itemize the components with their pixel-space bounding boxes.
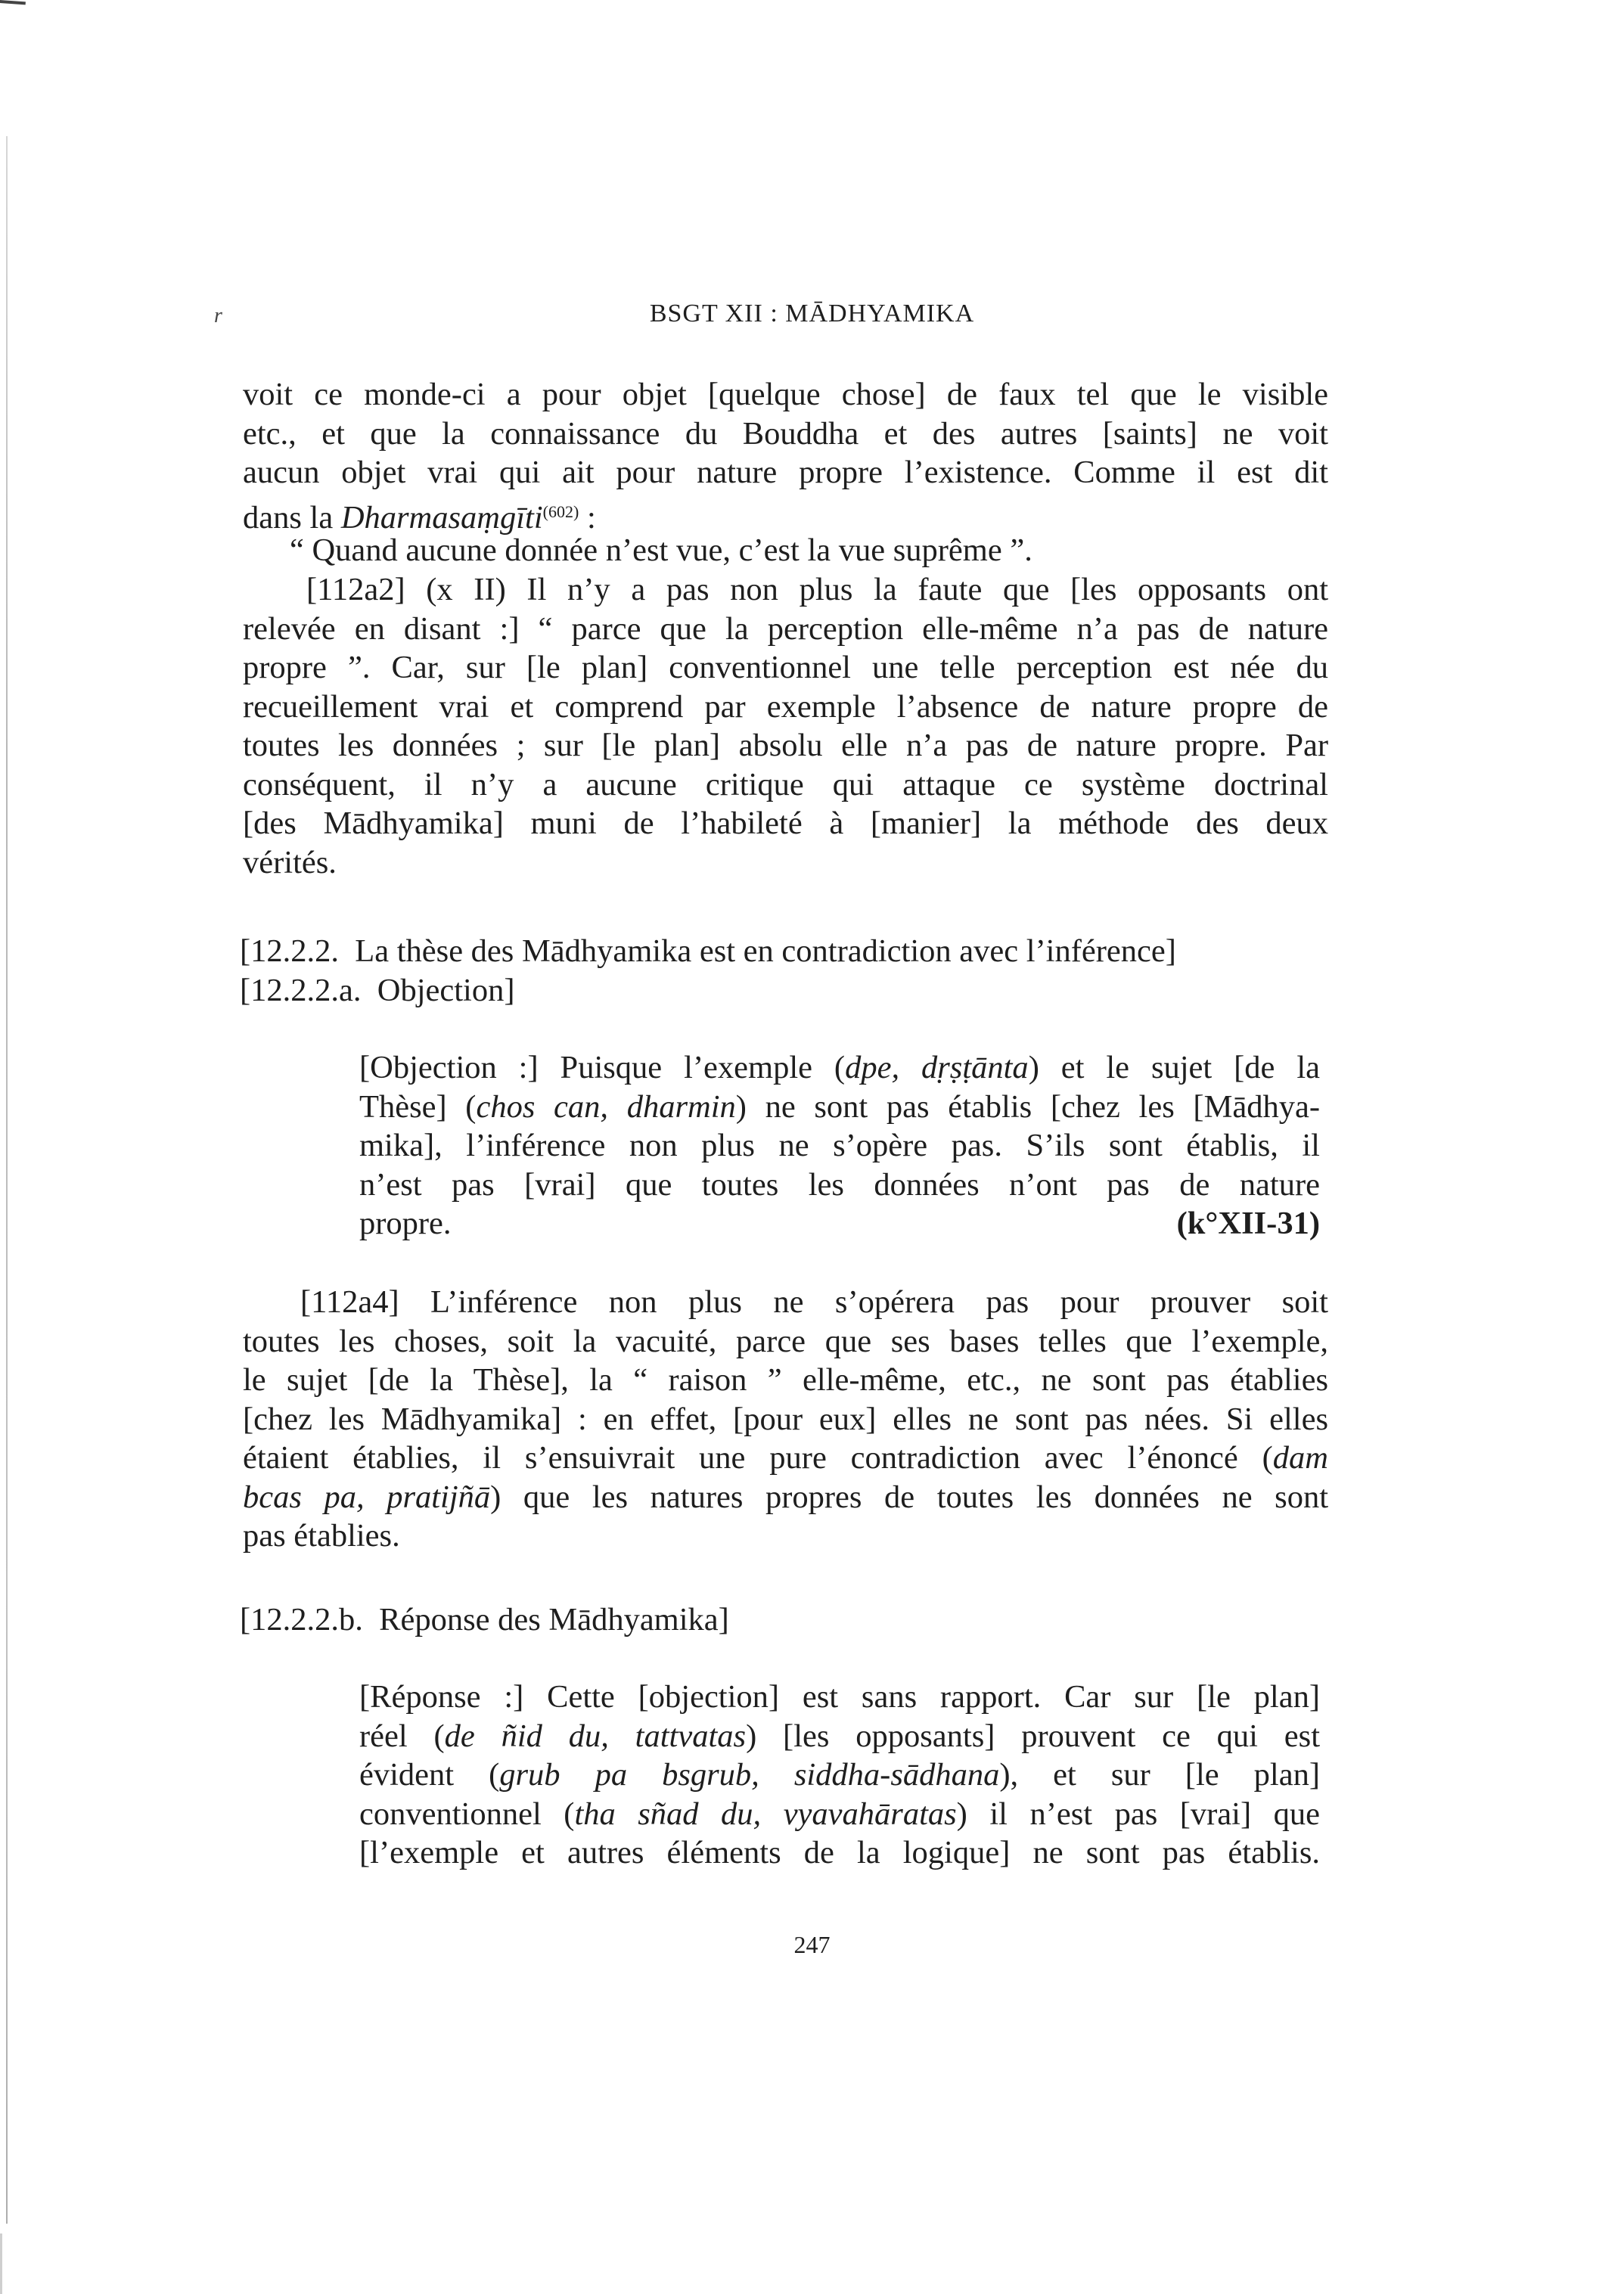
section-heading-12-2-2: [12.2.2. La thèse des Mādhyamika est en contradiction avec l’inférence]	[240, 933, 1176, 969]
text-run: propre.	[359, 1206, 452, 1241]
italic-term: dpe, dṛṣṭānta	[845, 1050, 1029, 1085]
text-line: [des Mādhyamika] muni de l’habileté à [manier] la méthode des deux	[243, 806, 1328, 841]
text-run: ) ne sont pas établis [chez les [Mādhya-	[735, 1088, 1320, 1125]
verse-reference: (k°XII-31)	[1176, 1206, 1320, 1241]
text-line: le sujet [de la Thèse], la “ raison ” elle-même, etc., ne sont pas établies	[243, 1362, 1328, 1398]
paragraph-2	[243, 570, 1328, 882]
text-run: ) que les natures propres de toutes les données ne sont	[490, 1479, 1329, 1515]
text-line	[359, 1204, 1320, 1243]
text-line	[359, 1795, 1320, 1834]
text-line: toutes les choses, soit la vacuité, parce que ses bases telles que l’exemple,	[243, 1323, 1328, 1359]
scan-left-edge	[6, 136, 8, 2224]
italic-term: de ñid du, tattvatas	[444, 1718, 747, 1754]
text-line	[359, 1755, 1320, 1795]
text-run: conventionnel (	[359, 1796, 575, 1832]
text-line	[359, 1088, 1320, 1127]
margin-mark: r	[214, 304, 222, 327]
text-line: [112a4] L’inférence non plus ne s’opérera pas pour prouver soit	[300, 1284, 1328, 1320]
paragraph-1	[243, 375, 1328, 570]
text-run: ), et sur [le plan]	[999, 1757, 1320, 1793]
section-heading-12-2-2-a: [12.2.2.a. Objection]	[240, 973, 515, 1008]
text-line: conséquent, il n’y a aucune critique qui attaque ce système doctrinal	[243, 766, 1328, 802]
text-run: réel (	[359, 1718, 445, 1754]
text-run: ) il n’est pas [vrai] que	[956, 1796, 1321, 1832]
text-run: évident (	[359, 1757, 500, 1793]
text-line	[243, 492, 1328, 535]
paragraph-3	[243, 1283, 1328, 1556]
scan-bottom-edge	[0, 2233, 63, 2294]
text-line: vérités.	[243, 844, 337, 880]
dans-prefix: dans la	[243, 499, 341, 535]
italic-term: chos can, dharmin	[476, 1088, 736, 1125]
text-line: propre ”. Car, sur [le plan] conventionnel une telle perception est née du	[243, 650, 1328, 685]
text-line	[359, 1717, 1320, 1756]
text-run: étaient établies, il s’ensuivrait une pure contradiction avec l’énoncé (	[243, 1440, 1273, 1476]
quotation-line: “ Quand aucune donnée n’est vue, c’est la vue suprême ”.	[290, 532, 1032, 568]
objection-block	[359, 1048, 1320, 1243]
text-line	[243, 1478, 1328, 1517]
text-line: mika], l’inférence non plus ne s’opère pas. S’ils sont établis, il	[359, 1128, 1320, 1163]
text-line: [l’exemple et autres éléments de la logique] ne sont pas établis.	[359, 1835, 1320, 1870]
text-line	[359, 1048, 1320, 1088]
text-line: [Réponse :] Cette [objection] est sans rapport. Car sur [le plan]	[359, 1679, 1320, 1715]
running-header: BSGT XII : MĀDHYAMIKA	[649, 300, 975, 327]
text-run: ) et le sujet [de la	[1028, 1050, 1321, 1085]
text-line: [chez les Mādhyamika] : en effet, [pour eux] elles ne sont pas nées. Si elles	[243, 1401, 1328, 1437]
text-line: toutes les données ; sur [le plan] absolu elle n’a pas de nature propre. Par	[243, 728, 1328, 763]
italic-term: grub pa bsgrub, siddha-sādhana	[499, 1757, 1000, 1793]
text-run: Thèse] (	[359, 1088, 477, 1125]
text-line: etc., et que la connaissance du Bouddha et des autres [saints] ne voit	[243, 415, 1328, 452]
italic-term: bcas pa, pratijñā	[243, 1479, 491, 1515]
page-number: 247	[793, 1931, 831, 1958]
text-line: relevée en disant :] “ parce que la perception elle-même n’a pas de nature	[243, 610, 1328, 647]
text-run: ) [les opposants] prouvent ce qui est	[746, 1718, 1320, 1754]
text-line: [112a2] (x II) Il n’y a pas non plus la faute que [les opposants ont	[306, 572, 1328, 607]
italic-term: tha sñad du, vyavahāratas	[574, 1796, 957, 1832]
text-line: aucun objet vrai qui ait pour nature propre l’existence. Comme il est dit	[243, 455, 1328, 490]
colon: :	[579, 499, 596, 535]
text-line: voit ce monde-ci a pour objet [quelque chose] de faux tel que le visible	[243, 377, 1328, 412]
reponse-block	[359, 1678, 1320, 1873]
text-run: [Objection :] Puisque l’exemple (	[359, 1050, 846, 1085]
text-line: n’est pas [vrai] que toutes les données n’ont pas de nature	[359, 1166, 1320, 1203]
section-heading-12-2-2-b: [12.2.2.b. Réponse des Mādhyamika]	[240, 1602, 729, 1637]
text-line: recueillement vrai et comprend par exemple l’absence de nature propre de	[243, 688, 1328, 725]
dharmasamgiti-title: Dharmasaṃgīti	[340, 499, 543, 535]
scan-corner-mark	[0, 0, 26, 5]
text-line	[243, 1439, 1328, 1478]
text-line: pas établies.	[243, 1518, 400, 1554]
footnote-ref[interactable]: (602)	[542, 501, 579, 521]
italic-term: dam	[1272, 1440, 1328, 1476]
